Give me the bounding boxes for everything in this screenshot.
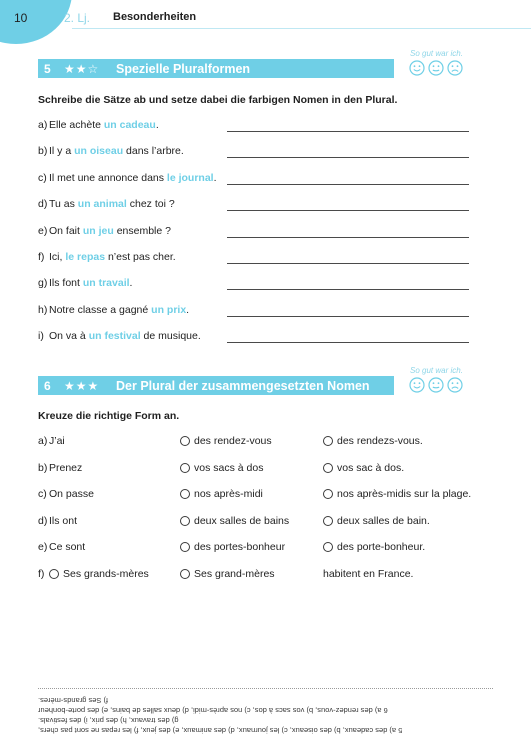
sentence-letter: h) <box>38 303 48 316</box>
question-row-f <box>38 568 149 580</box>
question-letter: d) <box>38 514 48 527</box>
neutral-face-icon[interactable] <box>428 377 444 393</box>
question-letter: b) <box>38 461 48 474</box>
header-rule <box>72 28 531 29</box>
sentence-text: Notre classe a gagné <box>49 303 152 316</box>
choice-option <box>180 488 263 500</box>
sad-face-icon[interactable] <box>447 377 463 393</box>
neutral-face-icon[interactable] <box>428 60 444 76</box>
sentence-text: On va à <box>49 330 89 343</box>
sentence-letter: f) <box>38 251 45 263</box>
answer-line-field[interactable] <box>227 316 469 317</box>
option-label: nos après-midi <box>194 488 263 500</box>
sentence-text: Elle achète <box>49 119 104 131</box>
option-label: des rendez-vous <box>194 435 272 447</box>
sentence-text: ensemble ? <box>113 224 171 237</box>
highlighted-noun: un festival <box>88 330 141 343</box>
topic-title: Besonderheiten <box>113 11 197 23</box>
sentence-letter: e) <box>38 224 48 237</box>
sentence-letter: g) <box>38 277 48 290</box>
self-check-label: So gut war ich. <box>410 49 463 58</box>
highlighted-noun: un oiseau <box>74 145 124 158</box>
sentence-text: dans l’arbre. <box>123 145 184 158</box>
sad-face-icon[interactable] <box>447 60 463 76</box>
choice-option <box>180 462 263 474</box>
sentence-letter: i) <box>38 330 44 343</box>
question-text: Ils ont <box>49 514 78 527</box>
exercise-5-title: Spezielle Pluralformen <box>116 61 251 76</box>
sentence-text: de musique. <box>140 330 201 343</box>
radio-option-1[interactable] <box>180 436 190 446</box>
radio-option-1[interactable] <box>180 542 190 552</box>
sentence-letter: a) <box>38 119 48 131</box>
sentence-row <box>38 119 159 131</box>
question-row <box>38 488 94 500</box>
self-check-label: So gut war ich. <box>410 366 463 375</box>
choice-option <box>323 541 425 553</box>
highlighted-noun: un prix <box>151 303 187 316</box>
answer-line-field[interactable] <box>227 184 469 185</box>
exercise-6-instruction: Kreuze die richtige Form an. <box>38 410 180 422</box>
question-row <box>38 515 77 527</box>
choice-option <box>180 435 272 447</box>
exercise-5-header <box>38 59 394 78</box>
sentence-letter: d) <box>38 198 48 211</box>
answer-key-divider <box>38 688 493 689</box>
choice-option <box>323 515 430 527</box>
question-text: On passe <box>49 488 94 500</box>
highlighted-noun: un cadeau <box>103 119 156 131</box>
option-label: deux salles de bains <box>194 514 290 527</box>
sentence-text: chez toi ? <box>126 198 175 211</box>
answer-line-field[interactable] <box>227 342 469 343</box>
option-label: Ses grands-mères <box>63 568 149 580</box>
answer-line-field[interactable] <box>227 210 469 211</box>
sentence-letter: c) <box>38 171 47 184</box>
choice-option <box>323 435 423 447</box>
question-text: Prenez <box>49 461 83 474</box>
grade-label: 2. Lj. <box>64 11 91 25</box>
radio-option-2[interactable] <box>323 436 333 446</box>
question-row <box>38 435 65 447</box>
highlighted-noun: le repas <box>65 251 106 263</box>
sentence-row <box>38 145 184 157</box>
question-suffix: habitent en France. <box>323 568 414 580</box>
question-letter: e) <box>38 541 48 553</box>
highlighted-noun: un travail <box>82 277 130 290</box>
answer-line-field[interactable] <box>227 289 469 290</box>
radio-option-1[interactable] <box>180 569 190 579</box>
option-label: des porte-bonheur. <box>337 541 426 553</box>
sentence-text: . <box>155 119 159 131</box>
question-text: J’ai <box>49 435 65 447</box>
question-letter: f) <box>38 568 45 580</box>
option-label: deux salles de bain. <box>337 514 430 527</box>
difficulty-stars: ★★★ <box>64 378 100 393</box>
radio-option-2[interactable] <box>323 516 333 526</box>
answer-line-field[interactable] <box>227 237 469 238</box>
sentence-row <box>38 198 175 210</box>
exercise-6-header <box>38 376 394 395</box>
radio-option-2[interactable] <box>323 489 333 499</box>
sentence-text: Il met une annonce dans <box>49 171 167 184</box>
exercise-6-number: 6 <box>44 378 51 393</box>
page-corner-circle <box>0 0 72 44</box>
radio-option-1[interactable] <box>180 516 190 526</box>
answer-line-field[interactable] <box>227 131 469 132</box>
sentence-letter: b) <box>38 145 48 158</box>
answer-line: 6 a) des rendez-vous, b) vos sacs à dos, c) nos après-midi, d) deux salles de bains, e) des porte-bonheur <box>38 706 388 715</box>
happy-face-icon[interactable] <box>409 60 425 76</box>
self-check-smileys <box>409 377 463 393</box>
choice-option <box>180 515 289 527</box>
question-row <box>38 462 82 474</box>
sentence-row <box>38 251 176 263</box>
exercise-6-title: Der Plural der zusammengesetzten Nomen <box>116 378 370 393</box>
question-row <box>38 541 85 553</box>
choice-option <box>323 462 404 474</box>
option-label: vos sacs à dos <box>194 461 264 474</box>
option-label: des rendezs-vous. <box>337 435 423 447</box>
sentence-text: . <box>213 171 217 184</box>
sentence-row <box>38 172 217 184</box>
answer-line-field[interactable] <box>227 157 469 158</box>
answer-line: f) Ses grands-mères. <box>38 696 109 705</box>
radio-option-1[interactable] <box>180 463 190 473</box>
sentence-text: Tu as <box>49 198 78 211</box>
option-label: des portes-bonheur <box>194 541 286 553</box>
sentence-text: . <box>186 303 190 316</box>
radio-option-2[interactable] <box>323 542 333 552</box>
highlighted-noun: le journal <box>166 171 214 184</box>
page-number: 10 <box>14 11 28 25</box>
answer-line-field[interactable] <box>227 263 469 264</box>
option-label: nos après-midis sur la plage. <box>337 488 472 500</box>
question-row-f-option-1 <box>180 568 275 580</box>
option-label: vos sac à dos. <box>337 461 405 474</box>
happy-face-icon[interactable] <box>409 377 425 393</box>
answer-line: 5 a) des cadeaux, b) des oiseaux, c) les journaux, d) des animaux, e) des jeux, f) les repas ne sont pas chers, <box>38 726 403 735</box>
sentence-text: . <box>129 277 133 290</box>
difficulty-stars: ★★☆ <box>64 61 100 76</box>
sentence-text: n’est pas cher. <box>105 251 176 263</box>
question-letter: c) <box>38 488 47 500</box>
sentence-row <box>38 225 171 237</box>
option-label: Ses grand-mères <box>194 568 275 580</box>
sentence-row <box>38 304 189 316</box>
choice-option <box>323 488 471 500</box>
answer-line: g) des travaux, h) des prix, i) des festivals. <box>38 716 179 725</box>
question-text: Ce sont <box>49 541 86 553</box>
sentence-text: Ici, <box>49 251 66 263</box>
exercise-5-number: 5 <box>44 61 51 76</box>
question-letter: a) <box>38 435 48 447</box>
self-check-smileys <box>409 60 463 76</box>
sentence-text: Ils font <box>49 277 83 290</box>
highlighted-noun: un jeu <box>82 224 114 237</box>
sentence-row <box>38 277 132 289</box>
highlighted-noun: un animal <box>77 198 127 211</box>
sentence-text: On fait <box>49 224 83 237</box>
radio-option-0[interactable] <box>49 569 59 579</box>
sentence-row <box>38 330 201 342</box>
radio-option-2[interactable] <box>323 463 333 473</box>
exercise-5-instruction: Schreibe die Sätze ab und setze dabei die farbigen Nomen in den Plural. <box>38 94 398 106</box>
radio-option-1[interactable] <box>180 489 190 499</box>
sentence-text: Il y a <box>49 145 75 158</box>
choice-option <box>180 541 285 553</box>
